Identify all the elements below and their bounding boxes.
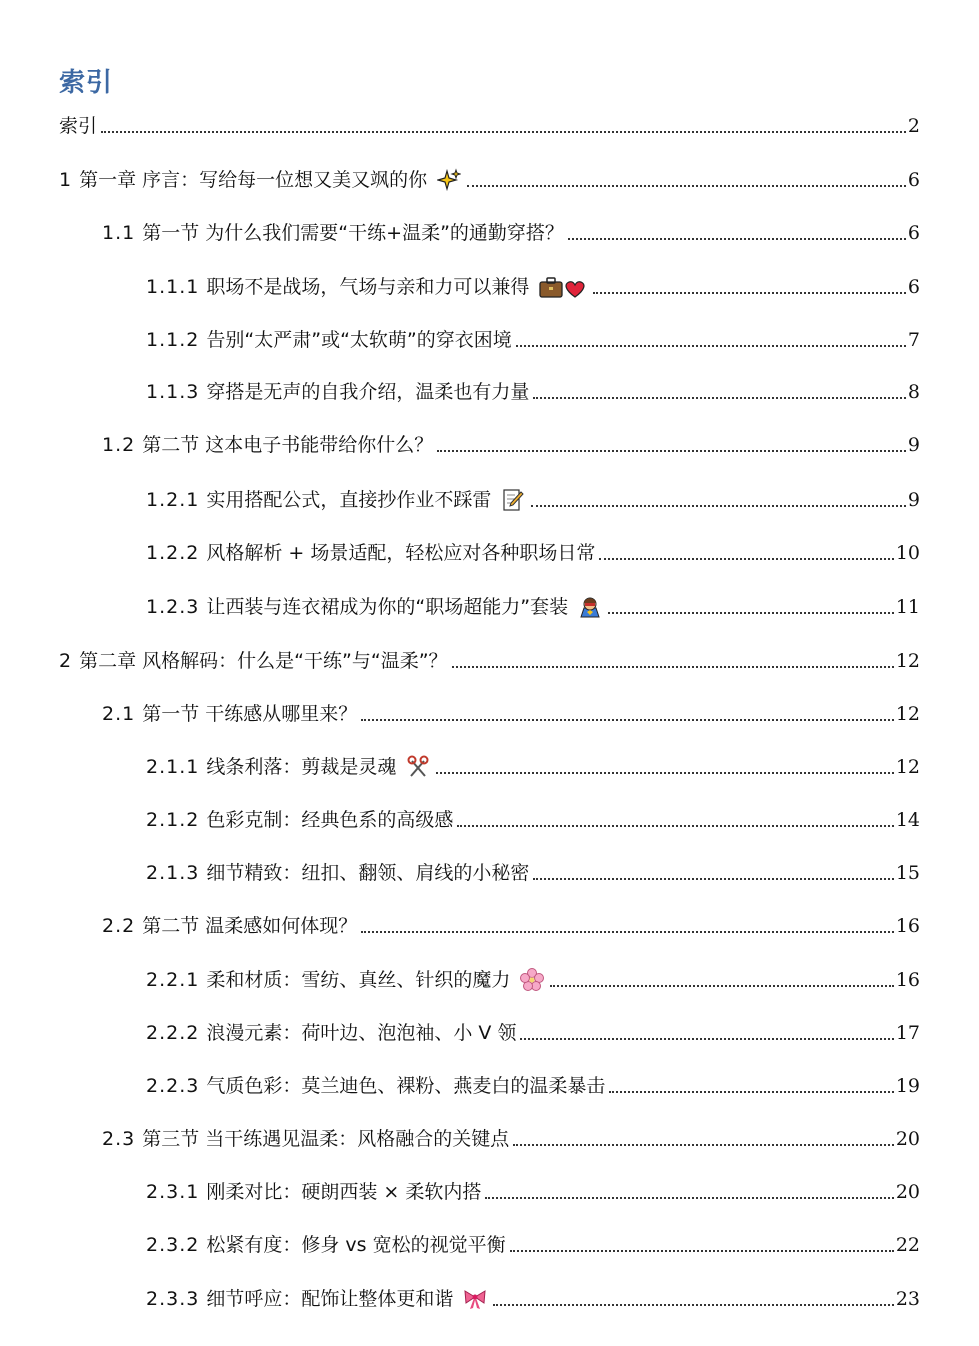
toc-entry-number: 2.3.1 [146, 1181, 207, 1203]
page-title: 索引 [59, 68, 114, 98]
toc-entry-number: 1.2.3 [146, 596, 207, 618]
dot-leader [533, 397, 906, 399]
dot-leader [452, 666, 894, 668]
toc-entry[interactable] [102, 427, 920, 457]
toc-entry[interactable] [146, 535, 920, 565]
toc-entry-page-number: 17 [895, 1022, 920, 1044]
toc-entry-number: 2.2.1 [146, 969, 207, 991]
toc-entry-title: 实用搭配公式，直接抄作业不踩雷 [206, 489, 492, 511]
toc-entry-number: 2 [59, 650, 80, 672]
toc-entry[interactable] [146, 1174, 920, 1204]
dot-leader [101, 131, 906, 133]
toc-entry[interactable] [146, 962, 920, 992]
toc-entry-page-number: 20 [895, 1128, 920, 1150]
toc-entry[interactable] [146, 1281, 920, 1311]
toc-entry-page-number: 19 [895, 1075, 920, 1097]
dot-leader [599, 558, 893, 560]
toc-entry-title: 色彩克制：经典色系的高级感 [206, 809, 454, 831]
dot-leader [513, 1144, 894, 1146]
toc-entry-title: 第三节 当干练遇见温柔：风格融合的关键点 [142, 1128, 510, 1150]
toc-entry-number: 2.1 [102, 703, 143, 725]
toc-entry-title: 细节精致：纽扣、翻领、肩线的小秘密 [206, 862, 530, 884]
dot-leader [533, 878, 893, 880]
dot-leader [516, 345, 906, 347]
toc-entry-page-number: 12 [895, 756, 920, 778]
toc-entry-number: 2.1.1 [146, 756, 207, 778]
toc-entry[interactable] [59, 643, 920, 673]
toc-entry[interactable] [146, 269, 920, 299]
toc-entry-number: 2.3 [102, 1128, 143, 1150]
toc-entry-title: 第一章 序言：写给每一位想又美又飒的你 [79, 169, 428, 191]
toc-entry-title: 第二章 风格解码：什么是“干练”与“温柔”？ [79, 650, 448, 672]
toc-entry-title: 柔和材质：雪纺、真丝、针织的魔力 [206, 969, 511, 991]
toc-entry-page-number: 7 [907, 329, 920, 351]
memo-icon [501, 488, 527, 512]
toc-entry-title: 让西装与连衣裙成为你的“职场超能力”套装 [206, 596, 569, 618]
toc-entry-page-number: 20 [895, 1181, 920, 1203]
dot-leader [361, 719, 894, 721]
toc-entry-title: 告别“太严肃”或“太软萌”的穿衣困境 [206, 329, 512, 351]
toc-entry[interactable] [59, 162, 920, 192]
toc-entry-number: 2.2 [102, 915, 143, 937]
toc-entry-title: 第一节 为什么我们需要“干练+温柔”的通勤穿搭？ [142, 222, 564, 244]
toc-entry[interactable] [146, 855, 920, 885]
toc-entry[interactable] [59, 108, 920, 138]
toc-entry-number: 2.1.3 [146, 862, 207, 884]
toc-entry-page-number: 23 [895, 1288, 920, 1310]
toc-entry-page-number: 9 [907, 489, 920, 511]
toc-entry-title: 穿搭是无声的自我介绍，温柔也有力量 [206, 381, 530, 403]
toc-entry-title: 职场不是战场，气场与亲和力可以兼得 [206, 276, 530, 298]
toc-entry-page-number: 11 [895, 596, 920, 618]
toc-entry[interactable] [102, 908, 920, 938]
toc-entry-page-number: 6 [907, 276, 920, 298]
toc-entry-title: 刚柔对比：硬朗西装 × 柔软内搭 [206, 1181, 482, 1203]
toc-entry-title: 风格解析 + 场景适配，轻松应对各种职场日常 [206, 542, 596, 564]
toc-entry-number: 2.3.2 [146, 1234, 207, 1256]
dot-leader [436, 772, 893, 774]
toc-entry[interactable] [146, 1227, 920, 1257]
ribbon-icon [463, 1287, 489, 1311]
dot-leader [520, 1038, 893, 1040]
toc-entry-page-number: 15 [895, 862, 920, 884]
toc-entry-page-number: 22 [895, 1234, 920, 1256]
toc-entry[interactable] [146, 322, 920, 352]
dot-leader [467, 185, 906, 187]
toc-entry[interactable] [146, 749, 920, 779]
toc-entry-number: 1.2.1 [146, 489, 207, 511]
briefcase-heart-icon [539, 275, 589, 299]
dot-leader [608, 612, 894, 614]
dot-leader [457, 825, 893, 827]
toc-entry[interactable] [146, 482, 920, 512]
toc-entry-title: 气质色彩：莫兰迪色、裸粉、燕麦白的温柔暴击 [206, 1075, 606, 1097]
toc-entry[interactable] [146, 802, 920, 832]
dot-leader [485, 1197, 893, 1199]
toc-entry-number: 1.2.2 [146, 542, 207, 564]
dot-leader [510, 1250, 894, 1252]
toc-entry-page-number: 9 [907, 434, 920, 456]
toc-entry[interactable] [102, 1121, 920, 1151]
toc-entry-title: 索引 [59, 115, 98, 137]
toc-entry-page-number: 10 [895, 542, 920, 564]
toc-entry-number: 2.3.3 [146, 1288, 207, 1310]
toc-entry-number: 1.2 [102, 434, 143, 456]
toc-entry-page-number: 2 [907, 115, 920, 137]
toc-entry-page-number: 14 [895, 809, 920, 831]
dot-leader [609, 1091, 893, 1093]
toc-entry-title: 细节呼应：配饰让整体更和谐 [206, 1288, 454, 1310]
toc-entry-page-number: 6 [907, 169, 920, 191]
toc-entry-number: 1.1.2 [146, 329, 207, 351]
toc-entry[interactable] [146, 374, 920, 404]
toc-entry-number: 1 [59, 169, 80, 191]
toc-entry-title: 第二节 这本电子书能带给你什么？ [142, 434, 434, 456]
dot-leader [437, 450, 906, 452]
toc-entry-page-number: 6 [907, 222, 920, 244]
toc-entry[interactable] [146, 589, 920, 619]
superhero-icon [578, 595, 604, 619]
scissors-icon [406, 755, 432, 779]
dot-leader [493, 1304, 893, 1306]
toc-entry-title: 松紧有度：修身 vs 宽松的视觉平衡 [206, 1234, 506, 1256]
toc-entry-number: 2.2.3 [146, 1075, 207, 1097]
toc-entry-number: 1.1.3 [146, 381, 207, 403]
dot-leader [593, 292, 906, 294]
dot-leader [550, 985, 893, 987]
toc-entry-page-number: 8 [907, 381, 920, 403]
toc-entry-number: 2.2.2 [146, 1022, 207, 1044]
toc-entry-number: 2.1.2 [146, 809, 207, 831]
cherry-blossom-icon [520, 968, 546, 992]
toc-entry[interactable] [146, 1015, 920, 1045]
sparkles-icon [437, 168, 463, 192]
toc-entry-title: 第一节 干练感从哪里来？ [142, 703, 358, 725]
toc-entry[interactable] [102, 696, 920, 726]
toc-entry-page-number: 12 [895, 703, 920, 725]
dot-leader [531, 505, 906, 507]
toc-entry-title: 浪漫元素：荷叶边、泡泡袖、小 V 领 [206, 1022, 517, 1044]
toc-entry[interactable] [102, 215, 920, 245]
toc-entry-number: 1.1.1 [146, 276, 207, 298]
dot-leader [361, 931, 894, 933]
toc-entry-number: 1.1 [102, 222, 143, 244]
toc-entry-page-number: 12 [895, 650, 920, 672]
toc-entry-title: 第二节 温柔感如何体现？ [142, 915, 358, 937]
toc-entry-title: 线条利落：剪裁是灵魂 [206, 756, 397, 778]
toc-entry[interactable] [146, 1068, 920, 1098]
toc-entry-page-number: 16 [895, 915, 920, 937]
toc-entry-page-number: 16 [895, 969, 920, 991]
dot-leader [568, 238, 906, 240]
